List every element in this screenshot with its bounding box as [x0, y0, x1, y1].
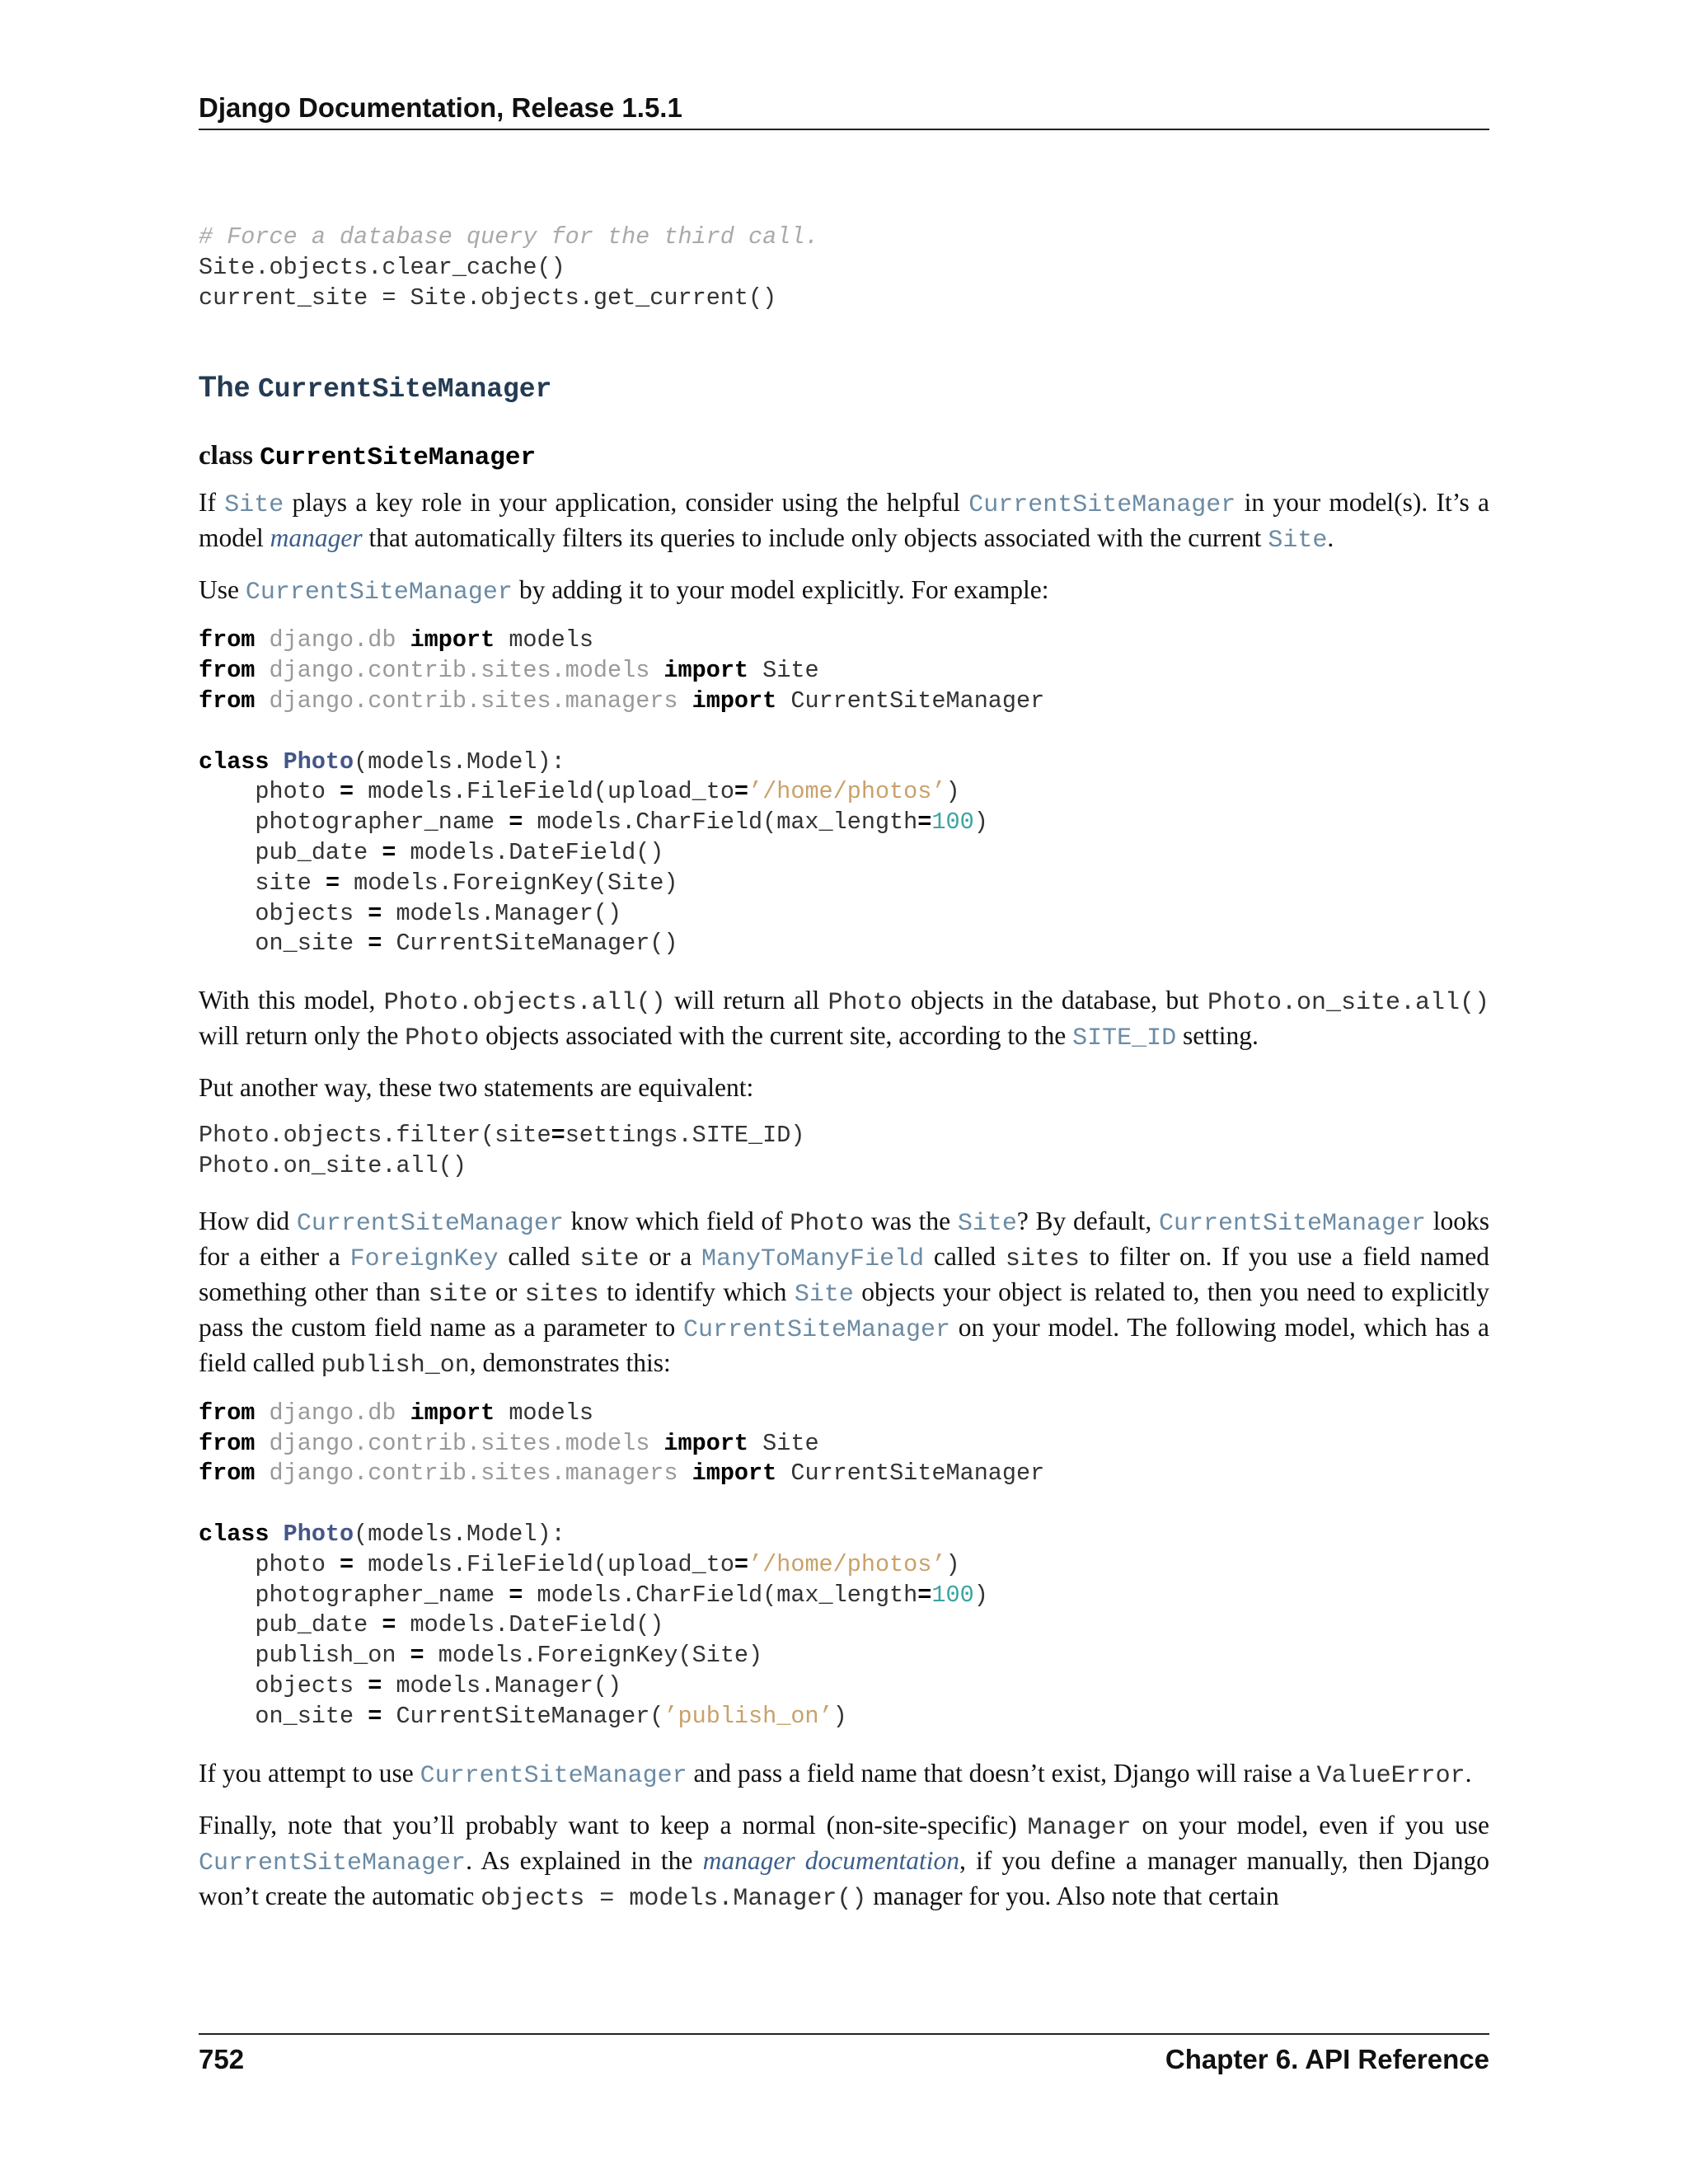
code-comment: # Force a database query for the third call. [199, 223, 819, 251]
chapter-title: Chapter 6. API Reference [1165, 2044, 1489, 2074]
xref-link[interactable]: Site [794, 1280, 854, 1309]
xref-link[interactable]: Site [224, 491, 284, 520]
paragraph-explanation: With this model, Photo.objects.all() will return all Photo objects in the database, but Photo.on_site.all() will return only the Photo objects associated with the current site, according to the SITE_ID setting. [199, 986, 1490, 1053]
xref-link[interactable]: CurrentSiteManager [1158, 1209, 1427, 1238]
xref-link[interactable]: CurrentSiteManager [296, 1209, 564, 1238]
xref-link[interactable]: Site [1268, 527, 1328, 555]
paragraph-field-lookup: How did CurrentSiteManager know which field of Photo was the Site? By default, CurrentSiteManager looks for a either a ForeignKey called site or a ManyToManyField called sites to filter on. If you use a field named something other than site or sites to identify which Site objects your object is related to, then you need to explicitly pass the custom field name as a parameter to CurrentSiteManager on your model. The following model, which has a field called publish_on, demonstrates this: [199, 1206, 1490, 1380]
paragraph-finally: Finally, note that you’ll probably want to keep a normal (non-site-specific) Manager on your model, even if you use CurrentSiteManager. As explained in the manager documentation, if you define a manager manually, then Django won’t create the automatic objects = models.Manager() manager for you. Also note that certain [199, 1810, 1490, 1913]
xref-link[interactable]: CurrentSiteManager [420, 1761, 687, 1790]
paragraph-intro: If Site plays a key role in your application, consider using the helpful CurrentSiteManager in your model(s). It’s a model manager that automatically filters its queries to include only objects associated with the current Site. [199, 488, 1490, 555]
page-number: 752 [199, 2044, 245, 2074]
xref-link[interactable]: ManyToManyField [701, 1244, 925, 1273]
xref-link[interactable]: ForeignKey [349, 1244, 499, 1273]
paragraph-usage: Use CurrentSiteManager by adding it to your model explicitly. For example: [199, 575, 1049, 607]
xref-link[interactable]: SITE_ID [1072, 1024, 1177, 1053]
section-title: The CurrentSiteManager [199, 371, 552, 405]
xref-link[interactable]: Site [957, 1209, 1017, 1238]
page-footer [199, 2044, 1489, 2075]
header-rule [199, 129, 1489, 130]
class-signature: class CurrentSiteManager [199, 441, 537, 473]
manager-link[interactable]: manager [270, 523, 363, 553]
xref-link[interactable]: CurrentSiteManager [245, 579, 513, 607]
paragraph-equivalent: Put another way, these two statements are equivalent: [199, 1073, 754, 1103]
code-block-model: from django.db import models from django.contrib.sites.models import Site from django.contrib.sites.managers import CurrentSiteManager class Photo(models.Model): photo = models.FileField(upload_to=’/home/photos’) photographer_name = models.CharField(max_length=100) pub_date = models.DateField() site = models.ForeignKey(Site) objects = models.Manager() on_site = CurrentSiteManager() [199, 626, 1045, 958]
code-block-cache [199, 223, 1489, 313]
manager-documentation-link[interactable]: manager documentation [702, 1845, 959, 1875]
paragraph-valueerror: If you attempt to use CurrentSiteManager and pass a field name that doesn’t exist, Django will raise a ValueError. [199, 1758, 1472, 1790]
xref-link[interactable]: CurrentSiteManager [199, 1849, 467, 1877]
footer-rule [199, 2033, 1489, 2035]
xref-link[interactable]: CurrentSiteManager [682, 1315, 951, 1344]
code-block-publish-on: from django.db import models from django.contrib.sites.models import Site from django.contrib.sites.managers import CurrentSiteManager class Photo(models.Model): photo = models.FileField(upload_to=’/home/photos’) photographer_name = models.CharField(max_length=100) pub_date = models.DateField() publish_on = models.ForeignKey(Site) objects = models.Manager() on_site = CurrentSiteManager(’publish_on’) [199, 1399, 1045, 1730]
xref-link[interactable]: CurrentSiteManager [968, 491, 1236, 520]
page-content [199, 223, 1489, 1915]
code-block-equivalent: Photo.objects.filter(site=settings.SITE_ID) Photo.on_site.all() [199, 1122, 805, 1179]
code-line: current_site = Site.objects.get_current() [199, 284, 777, 312]
code-line: Site.objects.clear_cache() [199, 253, 565, 281]
page-header: Django Documentation, Release 1.5.1 [199, 92, 682, 123]
